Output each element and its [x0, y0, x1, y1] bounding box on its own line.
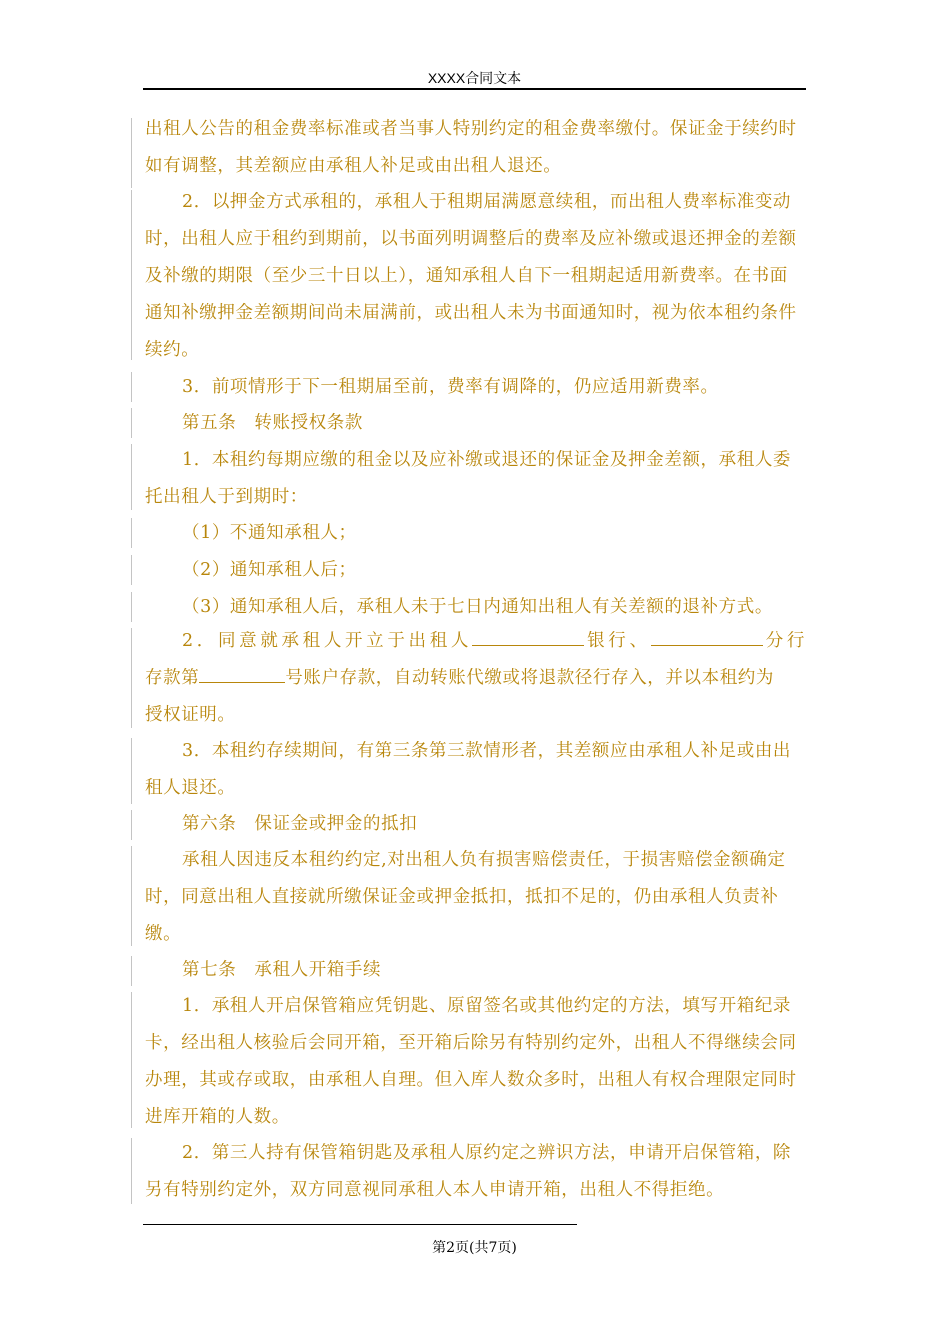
margin-mark	[131, 628, 132, 728]
clause-text: 银行、	[584, 631, 651, 651]
body-paragraph: 2．第三人持有保管箱钥匙及承租人原约定之辨识方法，申请开启保管箱，除另有特别约定外，双方同意视同承租人本人申请开箱，出租人不得拒绝。	[145, 1143, 792, 1200]
margin-mark	[131, 190, 132, 360]
body-paragraph: 授权证明。	[145, 705, 236, 725]
margin-mark	[131, 408, 132, 438]
margin-mark	[131, 444, 132, 510]
body-paragraph: 3．本租约存续期间，有第三条第三款情形者，其差额应由承租人补足或由出租人退还。	[145, 741, 792, 798]
margin-mark	[131, 518, 132, 548]
section-heading: 第六条 保证金或押金的抵扣	[182, 814, 418, 834]
margin-mark	[131, 846, 132, 946]
clause-text: 号账户存款，自动转账代缴或将退款径行存入，并以本租约为	[285, 668, 775, 688]
margin-mark	[131, 372, 132, 402]
section-heading: 第七条 承租人开箱手续	[182, 960, 382, 980]
list-item: （3）通知承租人后，承租人未于七日内通知出租人有关差额的退补方式。	[182, 597, 773, 617]
document-header-title: XXXX合同文本	[427, 70, 522, 86]
margin-mark	[131, 1138, 132, 1204]
page-number: 第2页(共7页)	[432, 1240, 517, 1256]
body-paragraph	[145, 660, 805, 697]
clause-text: 分行	[762, 631, 805, 651]
fill-in-blank	[472, 627, 584, 646]
list-item: （2）通知承租人后；	[182, 560, 357, 580]
margin-mark	[131, 738, 132, 804]
body-paragraph: 承租人因违反本租约约定,对出租人负有损害赔偿责任，于损害赔偿金额确定时，同意出租人直接就所缴保证金或押金抵扣，抵扣不足的，仍由承租人负责补缴。	[145, 850, 786, 944]
body-paragraph: 3．前项情形于下一租期届至前，费率有调降的，仍应适用新费率。	[182, 377, 719, 397]
body-paragraph: 1．承租人开启保管箱应凭钥匙、原留签名或其他约定的方法，填写开箱纪录卡，经出租人核验后会同开箱，至开箱后除另有特别约定外，出租人不得继续会同办理，其或存或取，由承租人自理。但入库人数众多时，出租人有权合理限定同时进库开箱的人数。	[145, 996, 797, 1127]
margin-mark	[131, 555, 132, 585]
list-item: （1）不通知承租人；	[182, 523, 357, 543]
body-paragraph: 出租人公告的租金费率标准或者当事人特别约定的租金费率缴付。保证金于续约时如有调整，其差额应由承租人补足或由出租人退还。	[145, 119, 797, 176]
clause-text: 存款第	[145, 668, 200, 688]
margin-mark	[131, 592, 132, 622]
header-divider	[143, 88, 806, 90]
fill-in-blank	[199, 664, 285, 683]
fill-in-blank	[651, 627, 763, 646]
footer-divider	[143, 1224, 577, 1225]
margin-mark	[131, 810, 132, 840]
body-paragraph	[145, 623, 805, 660]
clause-text: 2．同意就承租人开立于出租人	[182, 631, 473, 651]
margin-mark	[131, 118, 132, 188]
body-paragraph: 2．以押金方式承租的，承租人于租期届满愿意续租，而出租人费率标准变动时，出租人应于租约到期前，以书面列明调整后的费率及应补缴或退还押金的差额及补缴的期限（至少三十日以上），通知承租人自下一租期起适用新费率。在书面通知补缴押金差额期间尚未届满前，或出租人未为书面通知时，视为依本租约条件续约。	[145, 192, 797, 360]
margin-mark	[131, 992, 132, 1128]
margin-mark	[131, 956, 132, 986]
body-paragraph: 1．本租约每期应缴的租金以及应补缴或退还的保证金及押金差额，承租人委托出租人于到期时：	[145, 450, 792, 507]
section-heading: 第五条 转账授权条款	[182, 413, 363, 433]
